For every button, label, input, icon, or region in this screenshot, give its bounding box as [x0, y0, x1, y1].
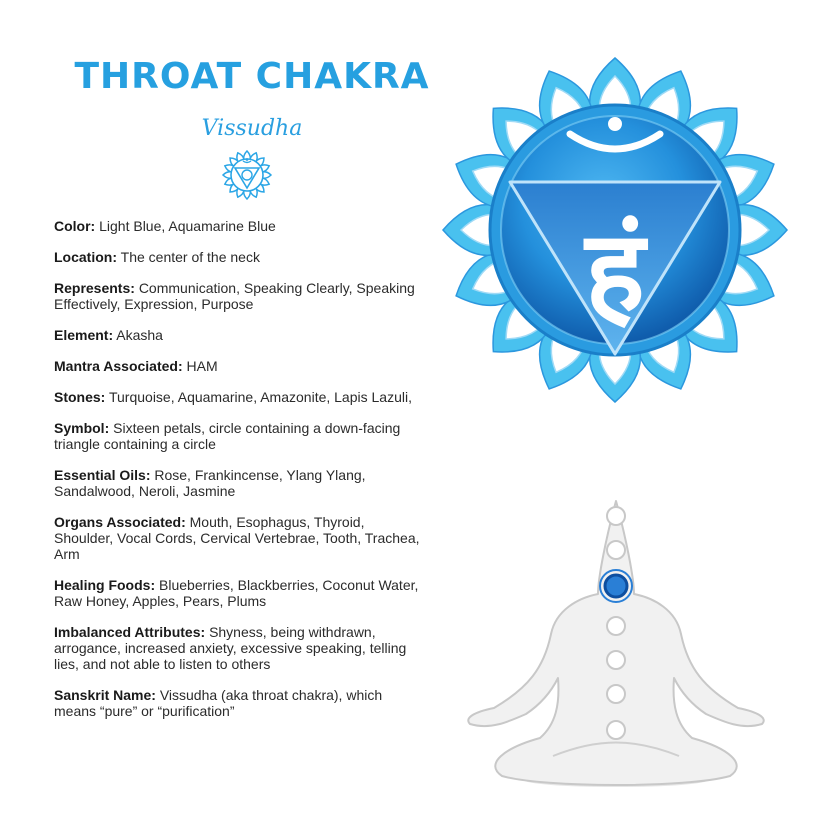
- info-label: Essential Oils:: [54, 467, 151, 483]
- info-value: Communication, Speaking Clearly, Speaking Effectively, Expression, Purpose: [54, 280, 415, 312]
- info-label: Element:: [54, 327, 114, 343]
- chakra-point: [607, 651, 625, 669]
- info-label: Stones:: [54, 389, 106, 405]
- chakra-point: [607, 617, 625, 635]
- info-label: Mantra Associated:: [54, 358, 183, 374]
- info-row-imbalanced-attributes: [54, 624, 426, 672]
- info-label: Healing Foods:: [54, 577, 156, 593]
- info-value: Vissudha (aka throat chakra), which means “pure” or “purification”: [54, 687, 383, 719]
- info-label: Sanskrit Name:: [54, 687, 156, 703]
- info-row-represents: [54, 280, 426, 312]
- throat-chakra-emblem-icon: [440, 52, 790, 412]
- info-row-color: [54, 218, 426, 234]
- info-value: Turquoise, Aquamarine, Amazonite, Lapis Lazuli,: [108, 389, 412, 405]
- info-row-essential-oils: [54, 467, 426, 499]
- chakra-point: [607, 541, 625, 559]
- info-row-stones: [54, 389, 426, 405]
- page-title: THROAT CHAKRA: [74, 56, 430, 97]
- info-value: Blueberries, Blackberries, Coconut Water, Raw Honey, Apples, Pears, Plums: [54, 577, 419, 609]
- info-label: Organs Associated:: [54, 514, 186, 530]
- info-value: The center of the neck: [120, 249, 260, 265]
- info-value: Mouth, Esophagus, Thyroid, Shoulder, Vocal Cords, Cervical Vertebrae, Tooth, Trachea, Arm: [54, 514, 420, 562]
- chakra-point: [607, 721, 625, 739]
- info-row-sanskrit-name: [54, 687, 426, 719]
- info-label: Symbol:: [54, 420, 110, 436]
- chakra-info-list: [54, 218, 426, 734]
- chakra-point: [607, 685, 625, 703]
- info-label: Color:: [54, 218, 96, 234]
- chakra-point: [607, 507, 625, 525]
- page-subtitle: Vissudha: [201, 116, 303, 141]
- ham-mantra-glyph: हं: [585, 207, 645, 337]
- info-value: Light Blue, Aquamarine Blue: [99, 218, 276, 234]
- info-label: Imbalanced Attributes:: [54, 624, 206, 640]
- small-chakra-emblem-icon: [222, 150, 272, 200]
- info-row-symbol: [54, 420, 426, 452]
- chakra-point-throat-active: [605, 575, 627, 597]
- info-value: HAM: [186, 358, 218, 374]
- info-row-healing-foods: [54, 577, 426, 609]
- info-value: Shyness, being withdrawn, arrogance, increased anxiety, excessive speaking, telling lies, and not able to listen to others: [54, 624, 407, 672]
- info-label: Location:: [54, 249, 117, 265]
- info-value: Sixteen petals, circle containing a down-facing triangle containing a circle: [54, 420, 401, 452]
- info-row-location: [54, 249, 426, 265]
- info-row-organs: [54, 514, 426, 562]
- info-row-mantra: [54, 358, 426, 374]
- info-value: Akasha: [116, 327, 163, 343]
- info-value: Rose, Frankincense, Ylang Ylang, Sandalwood, Neroli, Jasmine: [54, 467, 366, 499]
- info-row-element: [54, 327, 426, 343]
- meditating-figure: [458, 498, 774, 798]
- info-label: Represents:: [54, 280, 135, 296]
